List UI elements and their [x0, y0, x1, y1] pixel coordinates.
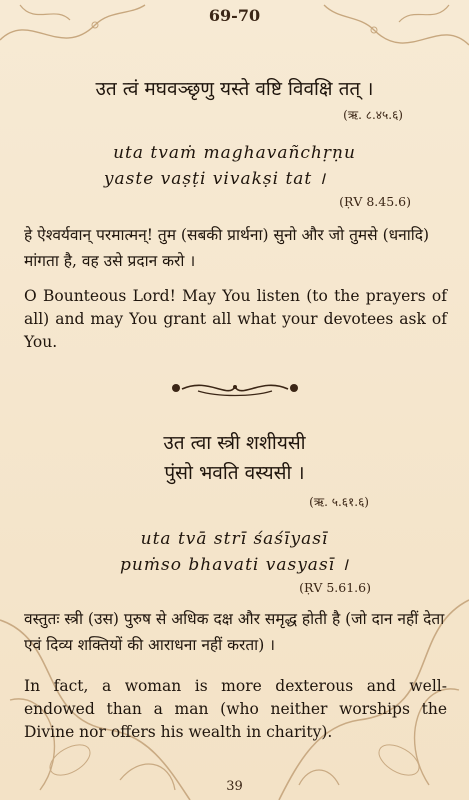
verse2-devanagari-line2: पुंसो भवति वस्यसी ।: [164, 462, 305, 484]
verse1-devanagari: उत त्वं मघवञ्छृणु यस्ते वष्टि विवक्षि तत् ।: [95, 78, 374, 100]
verse2-transliteration-line1: uta tvā strī śaśīyasī: [140, 529, 329, 549]
section-divider-ornament: [168, 373, 302, 403]
page-range-heading: 69-70: [208, 6, 261, 25]
verse2-transliteration-line2: puṁso bhavati vasyasī ।: [120, 555, 349, 575]
verse2-hindi-translation: वस्तुतः स्त्री (उस) पुरुष से अधिक दक्ष और समृद्ध होती है (जो दान नहीं देता एवं दिव्य शक्तियों की आराधना नहीं करता) ।: [24, 610, 445, 654]
verse1-transliteration-line1: uta tvaṁ maghavañchṛṇu: [113, 143, 356, 163]
verse2-devanagari-line1: उत त्वा स्त्री शशीयसी: [163, 432, 306, 454]
verse1-roman-reference: (ṚV 8.45.6): [339, 194, 411, 209]
verse2-roman-reference: (ṚV 5.61.6): [299, 580, 371, 595]
verse1-transliteration-line2: yaste vaṣṭi vivakṣi tat ।: [103, 169, 327, 189]
verse2-english-translation: In fact, a woman is more dexterous and well-endowed than a man (who neither worships the Divine nor offers his wealth in charity).: [24, 677, 447, 741]
verse1-english-translation: O Bounteous Lord! May You listen (to the prayers of all) and may You grant all what your devotees ask of You.: [24, 287, 447, 351]
verse1-hindi-translation: हे ऐश्वर्यवान् परमात्मन्! तुम (सबकी प्रार्थना) सुनो और जो तुमसे (धनादि) मांगता है, वह उसे प्रदान करो ।: [24, 226, 430, 270]
verse1-devanagari-reference: (ऋ. ८.४५.६): [343, 108, 403, 122]
page-number: 39: [226, 779, 243, 794]
verse2-devanagari-reference: (ऋ. ५.६१.६): [309, 495, 369, 509]
